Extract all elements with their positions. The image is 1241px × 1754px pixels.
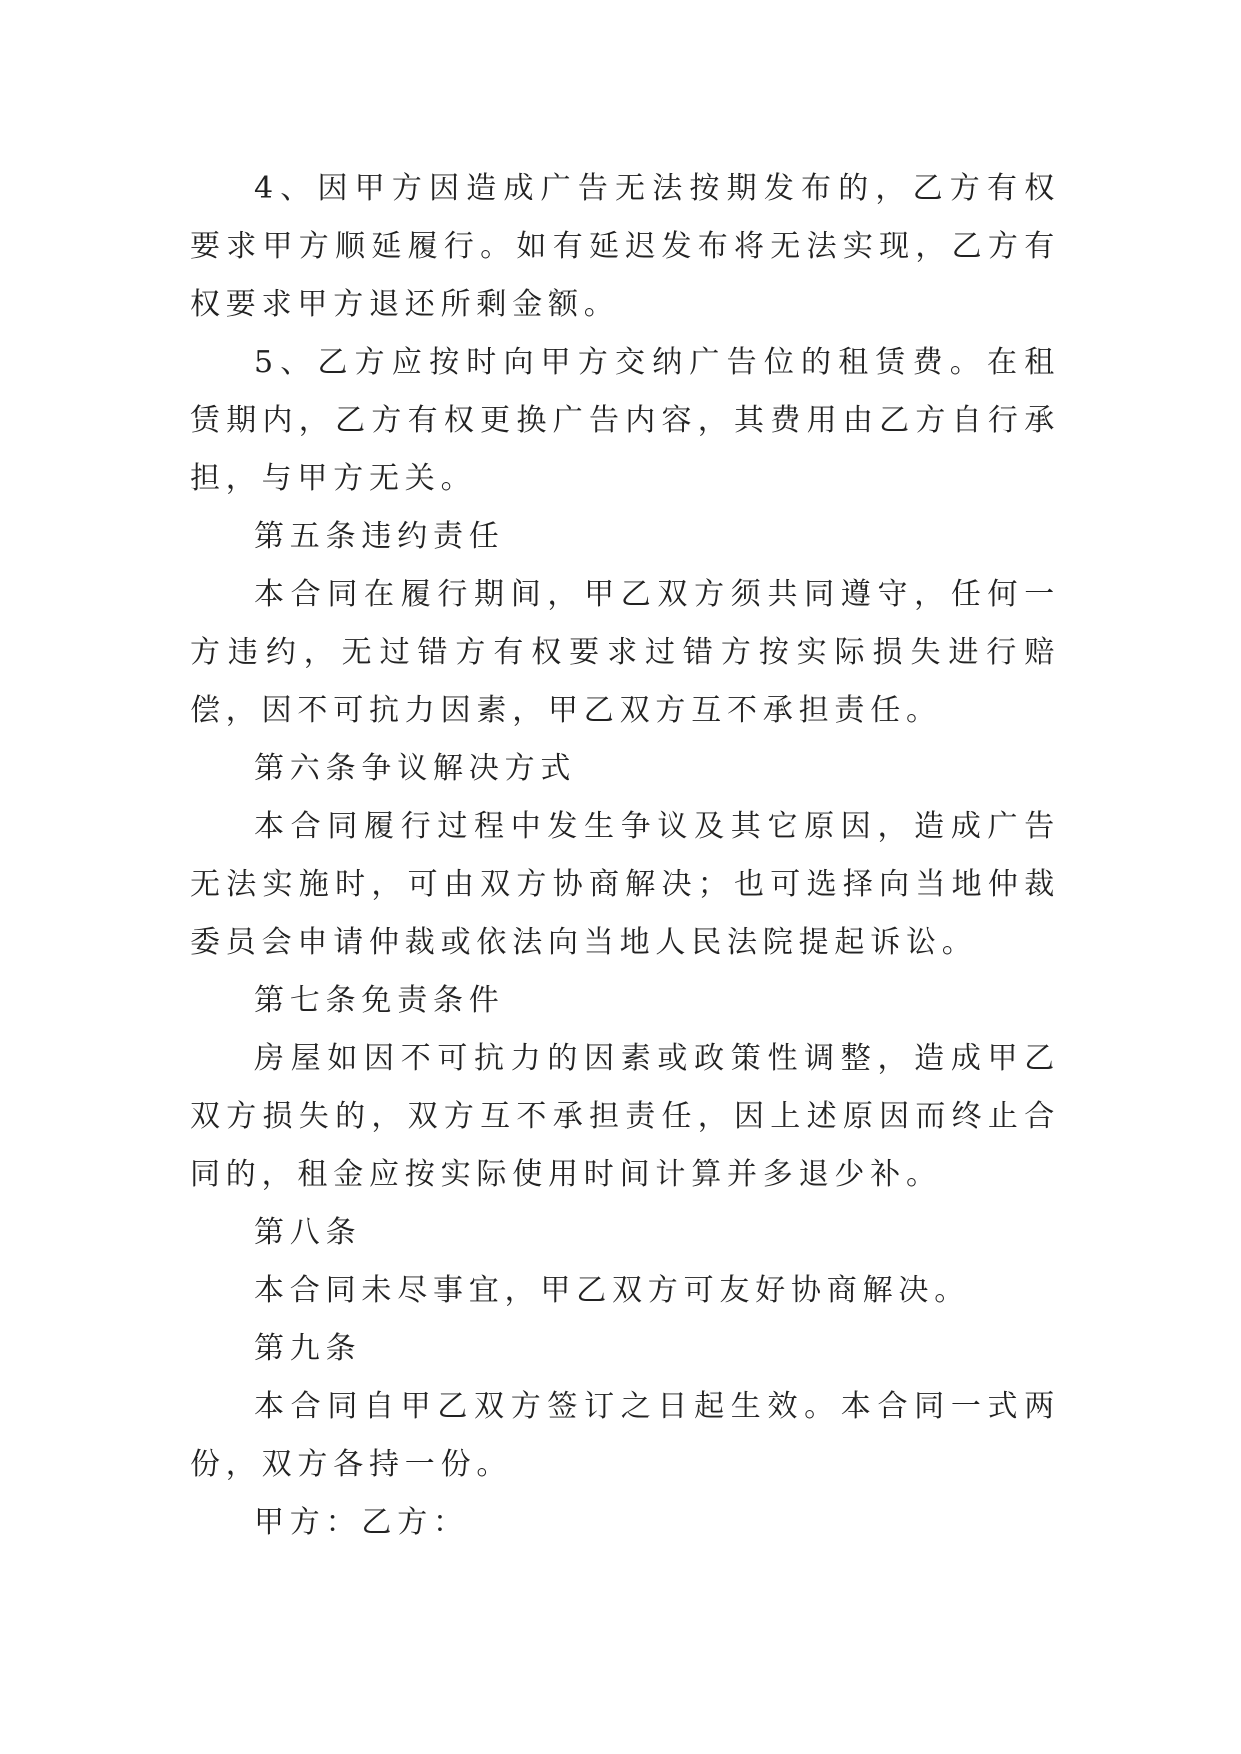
document-body xyxy=(190,160,1060,1552)
article-7-heading: 第七条免责条件 xyxy=(254,983,505,1018)
dispute-resolution-paragraph: 本合同履行过程中发生争议及其它原因，造成广告无法实施时，可由双方协商解决；也可选择向当地仲裁委员会申请仲裁或依法向当地人民法院提起诉讼。 xyxy=(190,809,1060,960)
article-8-paragraph: 本合同未尽事宜，甲乙双方可友好协商解决。 xyxy=(254,1273,970,1308)
article-8-heading: 第八条 xyxy=(254,1215,362,1250)
exemption-paragraph: 房屋如因不可抗力的因素或政策性调整，造成甲乙双方损失的，双方互不承担责任，因上述原因而终止合同的，租金应按实际使用时间计算并多退少补。 xyxy=(190,1041,1060,1192)
signature-line: 甲方：乙方： xyxy=(254,1505,469,1540)
article-9-heading: 第九条 xyxy=(254,1331,362,1366)
article-5-heading: 第五条违约责任 xyxy=(254,519,505,554)
clause-4-paragraph: 4、因甲方因造成广告无法按期发布的，乙方有权要求甲方顺延履行。如有延迟发布将无法实现，乙方有权要求甲方退还所剩金额。 xyxy=(190,171,1060,322)
article-6-heading: 第六条争议解决方式 xyxy=(254,751,577,786)
breach-liability-paragraph: 本合同在履行期间，甲乙双方须共同遵守，任何一方违约，无过错方有权要求过错方按实际损失进行赔偿，因不可抗力因素，甲乙双方互不承担责任。 xyxy=(190,577,1060,728)
clause-5-paragraph: 5、乙方应按时向甲方交纳广告位的租赁费。在租赁期内，乙方有权更换广告内容，其费用由乙方自行承担，与甲方无关。 xyxy=(190,345,1060,496)
article-9-paragraph: 本合同自甲乙双方签订之日起生效。本合同一式两份，双方各持一份。 xyxy=(190,1389,1060,1482)
